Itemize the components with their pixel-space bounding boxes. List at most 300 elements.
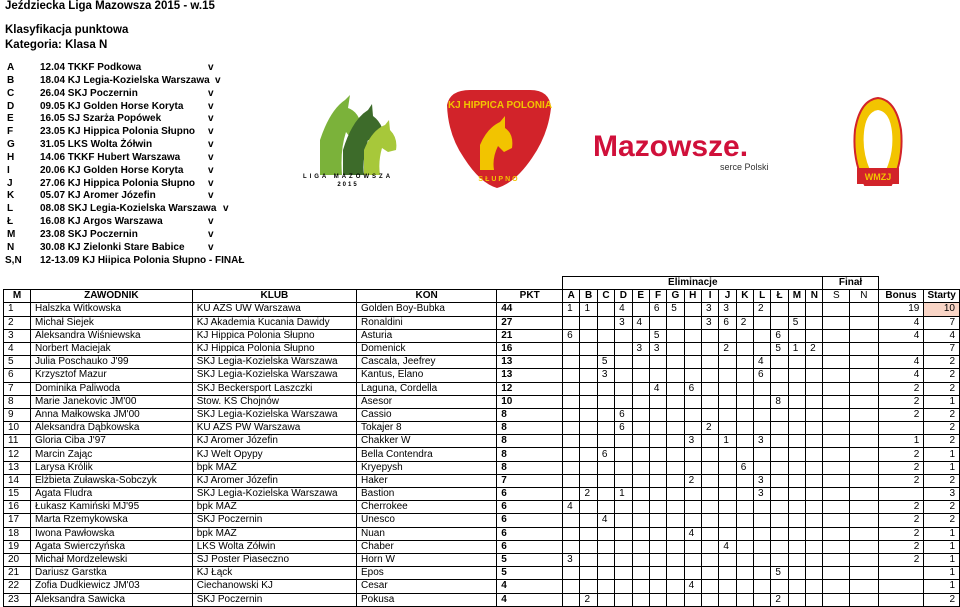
column-header: C — [597, 290, 614, 303]
competition-code: C — [7, 87, 15, 99]
score-cell — [632, 395, 649, 408]
score-cell: 2 — [754, 303, 771, 316]
club-cell: KJ Hippica Polonia Słupno — [192, 342, 356, 355]
horse-cell: Golden Boy-Bubka — [357, 303, 497, 316]
score-cell — [615, 527, 632, 540]
horse-cell: Tokajer 8 — [357, 422, 497, 435]
score-cell — [736, 553, 753, 566]
rider-cell: Norbert Maciejak — [30, 342, 192, 355]
score-cell — [850, 342, 879, 355]
starts-cell: 1 — [924, 527, 960, 540]
score-cell — [754, 395, 771, 408]
bonus-cell: 2 — [878, 408, 924, 421]
rider-cell: Elżbieta Żuławska-Sobczyk — [30, 474, 192, 487]
score-cell — [649, 474, 666, 487]
score-cell — [632, 553, 649, 566]
score-cell — [597, 316, 614, 329]
horse-cell: Cesar — [357, 580, 497, 593]
points-cell: 5 — [497, 553, 563, 566]
score-cell — [597, 422, 614, 435]
table-row — [4, 553, 960, 566]
column-header: KOŃ — [357, 290, 497, 303]
score-cell — [788, 448, 805, 461]
competition-event: 05.07 KJ Aromer Józefin — [40, 190, 156, 202]
score-cell: 4 — [563, 501, 580, 514]
score-cell — [736, 435, 753, 448]
score-cell — [823, 514, 850, 527]
score-cell — [597, 303, 614, 316]
score-cell — [754, 501, 771, 514]
points-cell: 6 — [497, 540, 563, 553]
score-cell — [580, 501, 597, 514]
score-cell — [736, 501, 753, 514]
score-cell — [701, 540, 718, 553]
score-cell — [771, 540, 788, 553]
table-row — [4, 422, 960, 435]
column-header: S — [823, 290, 850, 303]
horse-cell: Chaber — [357, 540, 497, 553]
hippica-logo-bottom: SŁUPNO — [478, 176, 520, 183]
score-cell: 1 — [615, 488, 632, 501]
competition-event: 31.05 LKS Wolta Żółwin — [40, 139, 153, 151]
score-cell — [580, 395, 597, 408]
column-header: L — [754, 290, 771, 303]
sponsor-logos — [0, 0, 960, 200]
score-cell: 6 — [719, 316, 736, 329]
score-cell — [632, 501, 649, 514]
table-row — [4, 514, 960, 527]
competition-event: 08.08 SKJ Legia-Kozielska Warszawa — [40, 203, 217, 215]
club-cell: KJ Welt Opypy — [192, 448, 356, 461]
score-cell — [788, 395, 805, 408]
score-cell — [806, 527, 823, 540]
score-cell — [701, 369, 718, 382]
score-cell — [850, 540, 879, 553]
score-cell — [701, 488, 718, 501]
score-cell — [788, 382, 805, 395]
bonus-cell: 19 — [878, 303, 924, 316]
column-header: A — [563, 290, 580, 303]
score-cell — [684, 567, 701, 580]
score-cell — [632, 448, 649, 461]
score-cell — [580, 461, 597, 474]
score-cell — [823, 435, 850, 448]
rider-cell: Dominika Paliwoda — [30, 382, 192, 395]
score-cell — [563, 461, 580, 474]
score-cell — [615, 514, 632, 527]
score-cell — [823, 593, 850, 606]
score-cell: 4 — [597, 514, 614, 527]
rider-cell: Michał Siejek — [30, 316, 192, 329]
place-cell: 6 — [4, 369, 31, 382]
hippica-logo-top: KJ HIPPICA POLONIA — [447, 100, 553, 111]
rider-cell: Gloria Ciba J'97 — [30, 435, 192, 448]
competition-code: N — [7, 241, 15, 253]
score-cell — [719, 553, 736, 566]
competition-mark: v — [208, 126, 214, 138]
score-cell — [736, 474, 753, 487]
score-cell — [850, 488, 879, 501]
mazowsze-logo — [593, 130, 769, 172]
score-cell: 4 — [649, 382, 666, 395]
competition-code: G — [7, 139, 15, 151]
score-cell — [788, 501, 805, 514]
score-cell — [667, 369, 684, 382]
score-cell — [597, 488, 614, 501]
score-cell — [684, 540, 701, 553]
score-cell — [563, 316, 580, 329]
score-cell — [823, 501, 850, 514]
score-cell: 5 — [771, 567, 788, 580]
score-cell — [771, 448, 788, 461]
score-cell — [701, 567, 718, 580]
score-cell — [649, 567, 666, 580]
place-cell: 17 — [4, 514, 31, 527]
score-cell: 1 — [563, 303, 580, 316]
club-cell: KU AZS UW Warszawa — [192, 303, 356, 316]
place-cell: 9 — [4, 408, 31, 421]
score-cell — [649, 593, 666, 606]
score-cell — [701, 580, 718, 593]
score-cell: 3 — [597, 369, 614, 382]
score-cell — [850, 527, 879, 540]
score-cell — [823, 567, 850, 580]
mazowsze-logo-name: Mazowsze. — [593, 130, 749, 163]
table-row — [4, 448, 960, 461]
score-cell — [597, 580, 614, 593]
bonus-cell — [878, 580, 924, 593]
rider-cell: Dariusz Garstka — [30, 567, 192, 580]
competition-code: F — [7, 126, 14, 138]
wmzj-logo — [854, 98, 901, 185]
competition-event: 16.05 SJ Szarża Popówek — [40, 113, 162, 125]
score-cell — [649, 540, 666, 553]
horse-cell: Cassio — [357, 408, 497, 421]
score-cell — [788, 527, 805, 540]
score-cell — [667, 382, 684, 395]
score-cell — [806, 501, 823, 514]
starts-cell: 2 — [924, 474, 960, 487]
competition-mark: v — [208, 241, 214, 253]
bonus-cell — [878, 342, 924, 355]
club-cell: KJ Akademia Kucania Dawidy — [192, 316, 356, 329]
competition-code: Ł — [7, 216, 14, 228]
score-cell — [667, 461, 684, 474]
place-cell: 12 — [4, 448, 31, 461]
score-cell — [850, 382, 879, 395]
points-cell: 44 — [497, 303, 563, 316]
score-cell — [649, 395, 666, 408]
score-cell — [701, 527, 718, 540]
starts-cell: 7 — [924, 342, 960, 355]
score-cell — [823, 316, 850, 329]
score-cell — [563, 408, 580, 421]
score-cell: 1 — [788, 342, 805, 355]
score-cell: 5 — [667, 303, 684, 316]
club-cell: SJ Poster Piaseczno — [192, 553, 356, 566]
starts-cell: 2 — [924, 422, 960, 435]
club-cell: SKJ Poczernin — [192, 593, 356, 606]
table-row — [4, 369, 960, 382]
table-row — [4, 408, 960, 421]
score-cell — [850, 514, 879, 527]
score-cell — [632, 329, 649, 342]
score-cell — [580, 474, 597, 487]
score-cell — [806, 356, 823, 369]
score-cell — [684, 422, 701, 435]
score-cell — [563, 448, 580, 461]
score-cell — [701, 408, 718, 421]
score-cell — [615, 540, 632, 553]
place-cell: 19 — [4, 540, 31, 553]
score-cell — [701, 553, 718, 566]
score-cell: 4 — [632, 316, 649, 329]
score-cell — [580, 527, 597, 540]
score-cell — [754, 316, 771, 329]
competition-event: 18.04 KJ Legia-Kozielska Warszawa — [40, 74, 210, 86]
score-cell — [754, 527, 771, 540]
table-row — [4, 382, 960, 395]
score-cell — [806, 567, 823, 580]
score-cell: 3 — [632, 342, 649, 355]
competition-code: J — [7, 177, 13, 189]
score-cell — [736, 395, 753, 408]
rider-cell: Krzysztof Mazur — [30, 369, 192, 382]
club-cell: KU AZS PW Warszawa — [192, 422, 356, 435]
club-cell: KJ Aromer Józefin — [192, 474, 356, 487]
mazowsze-logo-tagline: serce Polski — [720, 162, 769, 172]
competition-code: B — [7, 74, 15, 86]
competition-event: 26.04 SKJ Poczernin — [40, 87, 138, 99]
horse-cell: Chakker W — [357, 435, 497, 448]
table-row — [4, 501, 960, 514]
place-cell: 10 — [4, 422, 31, 435]
score-cell — [597, 382, 614, 395]
score-cell — [788, 369, 805, 382]
score-cell — [615, 593, 632, 606]
score-cell — [771, 488, 788, 501]
score-cell — [754, 514, 771, 527]
bonus-cell: 4 — [878, 329, 924, 342]
score-cell — [771, 553, 788, 566]
score-cell: 5 — [649, 329, 666, 342]
score-cell — [597, 408, 614, 421]
competition-code: S,N — [5, 254, 22, 266]
score-cell — [850, 422, 879, 435]
place-cell: 16 — [4, 501, 31, 514]
score-cell: 6 — [597, 448, 614, 461]
score-cell — [806, 580, 823, 593]
score-cell — [580, 580, 597, 593]
competition-code: L — [7, 203, 14, 215]
club-cell: bpk MAZ — [192, 461, 356, 474]
club-cell: KJ Aromer Józefin — [192, 435, 356, 448]
score-cell — [823, 303, 850, 316]
score-cell: 6 — [736, 461, 753, 474]
points-cell: 5 — [497, 567, 563, 580]
place-cell: 5 — [4, 356, 31, 369]
rider-cell: Marie Janekovic JM'00 — [30, 395, 192, 408]
score-cell — [736, 540, 753, 553]
score-cell — [754, 593, 771, 606]
competition-code: M — [7, 228, 16, 240]
score-cell — [771, 316, 788, 329]
rider-cell: Larysa Królik — [30, 461, 192, 474]
score-cell — [667, 527, 684, 540]
place-cell: 7 — [4, 382, 31, 395]
score-cell — [632, 540, 649, 553]
column-header: Ł — [771, 290, 788, 303]
score-cell — [823, 527, 850, 540]
score-cell — [580, 567, 597, 580]
score-cell — [754, 553, 771, 566]
rider-cell: Agata Świerczyńska — [30, 540, 192, 553]
score-cell — [632, 422, 649, 435]
score-cell — [667, 422, 684, 435]
liga-logo-text: LIGA MAZOWSZA — [302, 174, 394, 180]
competition-event: 23.08 SKJ Poczernin — [40, 228, 138, 240]
score-cell — [823, 448, 850, 461]
bonus-cell — [878, 593, 924, 606]
score-cell — [850, 408, 879, 421]
bonus-cell: 2 — [878, 501, 924, 514]
points-cell: 8 — [497, 408, 563, 421]
score-cell — [701, 474, 718, 487]
score-cell — [684, 461, 701, 474]
score-cell: 3 — [701, 316, 718, 329]
score-cell: 3 — [615, 316, 632, 329]
score-cell — [701, 356, 718, 369]
score-cell — [850, 303, 879, 316]
place-cell: 23 — [4, 593, 31, 606]
score-cell — [701, 395, 718, 408]
score-cell — [684, 329, 701, 342]
score-cell — [667, 501, 684, 514]
score-cell — [754, 580, 771, 593]
category-label: Kategoria: Klasa N — [5, 39, 108, 51]
horse-cell: Unesco — [357, 514, 497, 527]
score-cell — [580, 422, 597, 435]
horse-cell: Asturia — [357, 329, 497, 342]
column-header: Bonus — [878, 290, 924, 303]
score-cell — [771, 527, 788, 540]
score-cell — [823, 474, 850, 487]
score-cell — [632, 435, 649, 448]
score-cell — [632, 488, 649, 501]
score-cell: 6 — [563, 329, 580, 342]
starts-cell: 1 — [924, 448, 960, 461]
score-cell: 3 — [754, 488, 771, 501]
score-cell — [649, 501, 666, 514]
score-cell — [632, 382, 649, 395]
score-cell — [850, 395, 879, 408]
starts-cell: 2 — [924, 369, 960, 382]
score-cell — [684, 448, 701, 461]
column-header: KLUB — [192, 290, 356, 303]
score-cell — [563, 580, 580, 593]
starts-cell: 4 — [924, 329, 960, 342]
bonus-cell: 4 — [878, 356, 924, 369]
place-cell: 15 — [4, 488, 31, 501]
bonus-cell: 2 — [878, 553, 924, 566]
table-row — [4, 435, 960, 448]
points-cell: 6 — [497, 527, 563, 540]
points-cell: 12 — [497, 382, 563, 395]
score-cell — [771, 422, 788, 435]
points-cell: 13 — [497, 369, 563, 382]
starts-cell: 2 — [924, 356, 960, 369]
competition-mark: v — [208, 151, 214, 163]
starts-cell: 1 — [924, 540, 960, 553]
score-cell: 4 — [719, 540, 736, 553]
score-cell — [701, 329, 718, 342]
score-cell — [597, 527, 614, 540]
competition-mark: v — [208, 228, 214, 240]
score-cell — [719, 474, 736, 487]
starts-cell: 2 — [924, 593, 960, 606]
column-header: Starty — [924, 290, 960, 303]
points-cell: 27 — [497, 316, 563, 329]
score-cell — [850, 593, 879, 606]
score-cell — [850, 356, 879, 369]
score-cell — [615, 567, 632, 580]
score-cell: 3 — [563, 553, 580, 566]
score-cell: 6 — [615, 408, 632, 421]
score-cell — [823, 488, 850, 501]
score-cell — [667, 488, 684, 501]
score-cell — [632, 303, 649, 316]
points-cell: 8 — [497, 448, 563, 461]
rider-cell: Halszka Witkowska — [30, 303, 192, 316]
score-cell — [684, 369, 701, 382]
place-cell: 22 — [4, 580, 31, 593]
score-cell — [597, 342, 614, 355]
table-row — [4, 580, 960, 593]
rider-cell: Aleksandra Sawicka — [30, 593, 192, 606]
score-cell: 8 — [771, 395, 788, 408]
table-row — [4, 342, 960, 355]
score-cell — [684, 395, 701, 408]
bonus-cell — [878, 422, 924, 435]
table-row — [4, 488, 960, 501]
score-cell — [850, 435, 879, 448]
score-cell — [788, 435, 805, 448]
competition-code: A — [7, 62, 15, 73]
bonus-cell: 2 — [878, 540, 924, 553]
club-cell: KJ Łąck — [192, 567, 356, 580]
score-cell — [632, 593, 649, 606]
score-cell — [667, 356, 684, 369]
competition-mark: v — [223, 203, 229, 215]
competition-event: 27.06 KJ Hippica Polonia Słupno — [40, 177, 196, 189]
score-cell — [823, 408, 850, 421]
score-cell — [823, 461, 850, 474]
horse-cell: Epos — [357, 567, 497, 580]
score-cell — [806, 593, 823, 606]
score-cell — [667, 567, 684, 580]
score-cell — [719, 527, 736, 540]
competition-mark: v — [215, 74, 221, 86]
score-cell: 5 — [788, 316, 805, 329]
score-cell: 3 — [754, 474, 771, 487]
score-cell — [632, 474, 649, 487]
club-cell: SKJ Beckersport Laszczki — [192, 382, 356, 395]
score-cell — [754, 342, 771, 355]
column-header: N — [850, 290, 879, 303]
score-cell — [649, 435, 666, 448]
score-cell — [850, 474, 879, 487]
competition-mark: v — [208, 216, 214, 228]
